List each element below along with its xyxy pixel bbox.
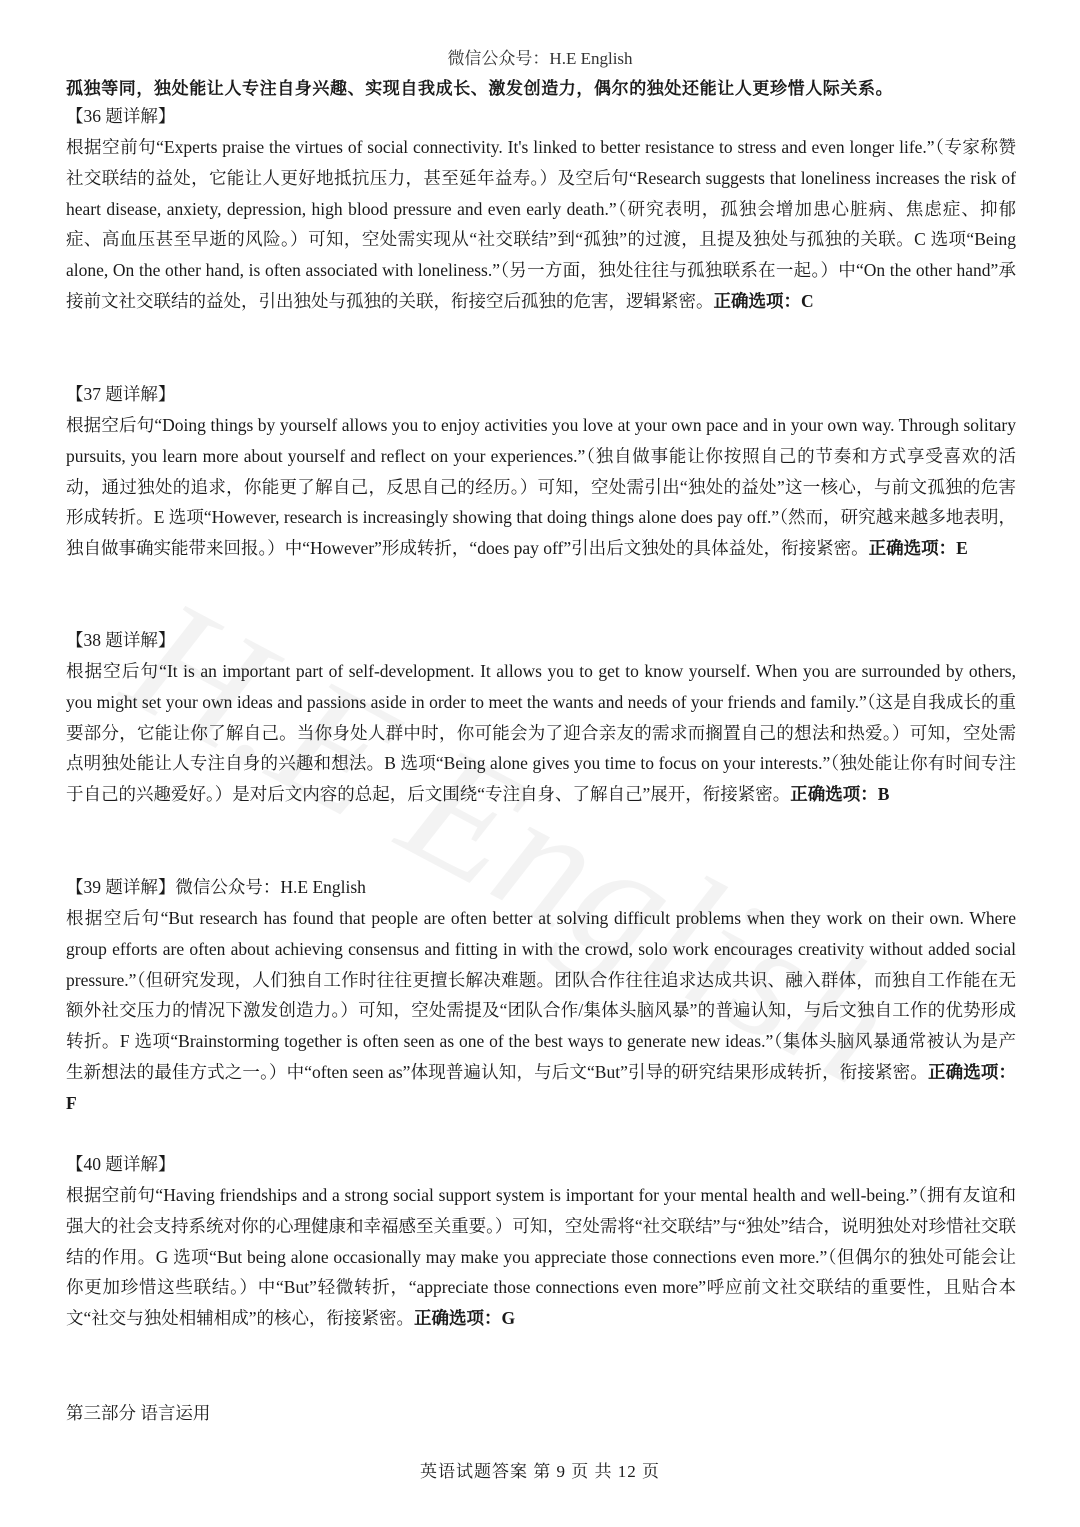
section-title: 【40 题详解】 <box>66 1154 176 1174</box>
section-39 <box>66 872 1016 1119</box>
page-footer: 英语试题答案 第 9 页 共 12 页 <box>420 1462 660 1481</box>
answer-label: 正确选项：F <box>66 1061 1017 1113</box>
answer-label: 正确选项：B <box>790 784 890 805</box>
section-title: 【39 题详解】微信公众号：H.E English <box>66 877 366 897</box>
answer-label: 正确选项：E <box>868 538 968 559</box>
section-body: 根据空后句“But research has found that people are often better at solving difficult problems when they work on their own. Where group efforts are often about achieving consensus and fitting in with the crowd, solo work encourages creativity without added social pressure.”（但研究发现，人们独自工作时往往更擅长解决难题。团队合作往往追求达成共识、融入群体，而独自工作能在无额外社交压力的情况下激发创造力。）可知，空处需提及“团队合作/集体头脑风暴”的普遍认知，与后文独自工作的优势形成转折。F 选项“Brainstorming together is often seen as one of the best ways to generate new ideas.”（集体头脑风暴通常被认为是产生新想法的最佳方式之一。）中“often seen as”体现普遍认知，与后文“But”引导的研究结果形成转折，衔接紧密。正确选项：F <box>66 908 1017 1113</box>
section-body: 根据空前句“Experts praise the virtues of social connectivity. It's linked to better resistance to stress and even longer life.”（专家称赞社交联结的益处，它能让人更好地抵抗压力，甚至延年益寿。）及空后句“Research suggests that loneliness increases the risk of heart disease, anxiety, depression, high blood pressure and even early death.”（研究表明，孤独会增加患心脏病、焦虑症、抑郁症、高血压甚至早逝的风险。）可知，空处需实现从“社交联结”到“孤独”的过渡，且提及独处与孤独的关联。C 选项“Being alone, On the other hand, is often associated with loneliness.”（另一方面，独处往往与孤独联系在一起。）中“On the other hand”承接前文社交联结的益处，引出独处与孤独的关联，衔接空后孤独的危害，逻辑紧密。正确选项：C <box>66 137 1016 311</box>
section-40 <box>66 1149 1016 1334</box>
section-36 <box>66 101 1016 317</box>
section-title: 【38 题详解】 <box>66 630 176 650</box>
part-three-heading: 第三部分 语言运用 <box>66 1403 211 1423</box>
section-title-extra: 微信公众号：H.E English <box>175 877 366 897</box>
answer-label: 正确选项：C <box>713 290 814 311</box>
section-title: 【36 题详解】 <box>66 106 176 126</box>
section-38 <box>66 625 1016 810</box>
section-title: 【37 题详解】 <box>66 384 176 404</box>
section-body: 根据空前句“Having friendships and a strong social support system is important for your mental health and well-being.”（拥有友谊和强大的社会支持系统对你的心理健康和幸福感至关重要。）可知，空处需将“社交联结”与“独处”结合，说明独处对珍惜社交联结的作用。G 选项“But being alone occasionally may make you appreciate those connections even more.”（但偶尔的独处可能会让你更加珍惜这些联结。）中“But”轻微转折，“appreciate those connections even more”呼应前文社交联结的重要性，且贴合本文“社交与独处相辅相成”的核心，衔接紧密。正确选项：G <box>66 1185 1016 1329</box>
answer-label: 正确选项：G <box>414 1308 516 1329</box>
intro-summary: 孤独等同，独处能让人专注自身兴趣、实现自我成长、激发创造力，偶尔的独处还能让人更珍惜人际关系。 <box>66 79 894 99</box>
section-body: 根据空后句“Doing things by yourself allows you to enjoy activities you love at your own pace and in your own way. Through solitary pursuits, you learn more about yourself and reflect on your experiences.”（独自做事能让你按照自己的节奏和方式享受喜欢的活动，通过独处的追求，你能更了解自己，反思自己的经历。）可知，空处需引出“独处的益处”这一核心，与前文孤独的危害形成转折。E 选项“However, research is increasingly showing that doing things alone does pay off.”（然而，研究越来越多地表明，独自做事确实能带来回报。）中“However”形成转折，“does pay off”引出后文独处的具体益处，衔接紧密。正确选项：E <box>66 415 1016 559</box>
page-header: 微信公众号：H.E English <box>447 49 633 68</box>
section-37 <box>66 379 1016 564</box>
section-body: 根据空后句“It is an important part of self-development. It allows you to get to know yourself. When you are surrounded by others, you might set your own ideas and passions aside in order to meet the wants and needs of your friends and family.”（这是自我成长的重要部分，它能让你了解自己。当你身处人群中时，你可能会为了迎合亲友的需求而搁置自己的想法和热爱。）可知，空处需点明独处能让人专注自身的兴趣和想法。B 选项“Being alone gives you time to focus on your interests.”（独处能让你有时间专注于自己的兴趣爱好。）是对后文内容的总起，后文围绕“专注自身、了解自己”展开，衔接紧密。正确选项：B <box>66 661 1016 805</box>
